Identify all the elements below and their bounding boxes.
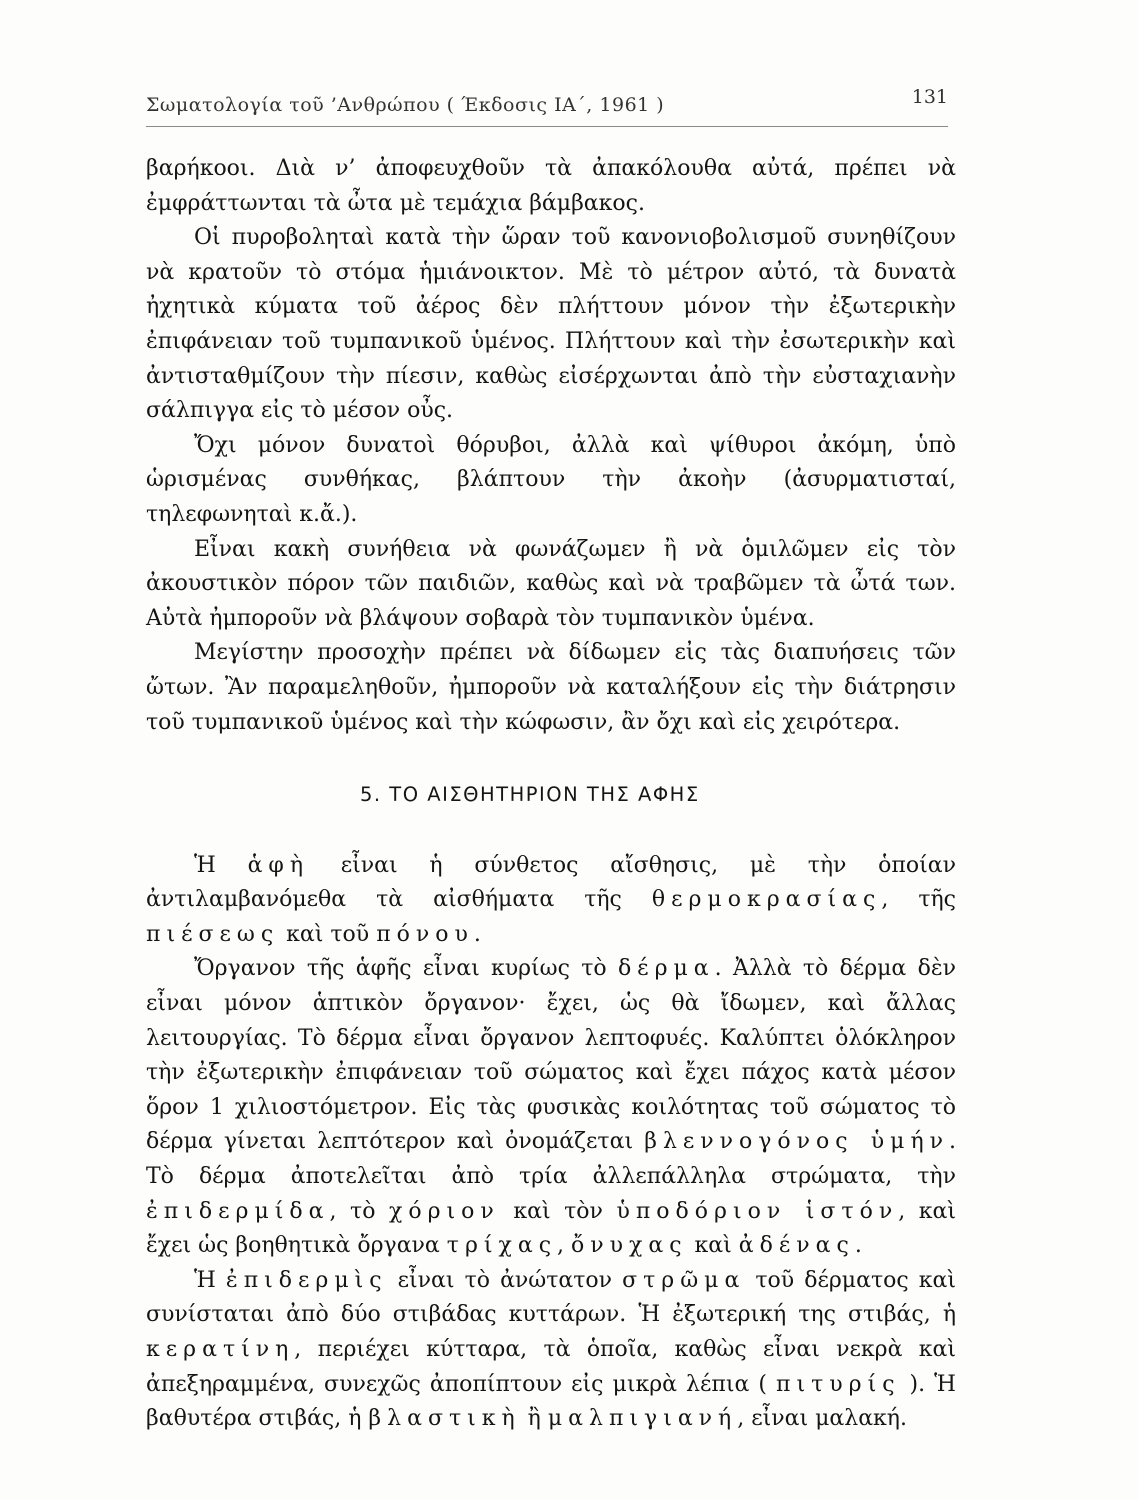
text-run: ). Ἡ βαθυτέρα στιβάς, ἡ [146, 1371, 956, 1432]
body-text [146, 152, 956, 1437]
spaced-term: τρίχας [446, 1233, 558, 1259]
spaced-term: βλεννογόνος ὑμήν [644, 1129, 949, 1155]
paragraph: Οἱ πυροβοληταὶ κατὰ τὴν ὥραν τοῦ κανονιοβολισμοῦ συνηθίζουν νὰ κρατοῦν τὸ στόμα ἡμιάνοικτον. Μὲ τὸ μέτρον αὐτό, τὰ δυνατὰ ἠχητικὰ κύματα τοῦ ἀέρος δὲν πλήττουν μόνον τὴν ἐξωτερικὴν ἐπιφάνειαν τοῦ τυμπανικοῦ ὑμένος. Πλήττουν καὶ τὴν ἐσωτερικὴν καὶ ἀντισταθμίζουν τὴν πίεσιν, καθὼς εἰσέρχωνται ἀπὸ τὴν εὐσταχιανὴν σάλπιγγα εἰς τὸ μέσον οὖς. [146, 225, 956, 424]
spaced-term: κερατίνη [146, 1337, 295, 1362]
text-run: . Ἀλλὰ τὸ δέρμα δὲν εἶναι μόνον ἁπτικὸν ὄργανον· ἔχει, ὡς θὰ ἴδωμεν, καὶ ἄλλας λειτουργίας. Τὸ δέρμα εἶναι ὄργανον λεπτοφυές. Καλύπτει ὁλόκληρον τὴν ἐξωτερικὴν ἐπιφάνειαν τοῦ σώματος καὶ ἔχει πάχος κατὰ μέσον ὅρον 1 χιλιοστόμετρον. Εἰς τὰς φυσικὰς κοιλότητας τοῦ σώματος τὸ δέρμα γίνεται λεπτότερον καὶ ὀνομάζεται [146, 956, 957, 1155]
text-run: , τῆς [881, 887, 956, 913]
paragraph: Ὄχι μόνον δυνατοὶ θόρυβοι, ἀλλὰ καὶ ψίθυροι ἀκόμη, ὑπὸ ὡρισμένας συνθήκας, βλάπτουν τὴν ἀκοὴν (ἀσυρματισταί, τηλεφωνηταὶ κ.ἄ.). [146, 432, 956, 527]
text-run: Ὄργανον τῆς ἁφῆς εἶναι κυρίως τὸ [194, 956, 618, 982]
text-run: , καὶ ἔχει ὡς βοηθητικὰ ὄργανα [146, 1198, 956, 1259]
text-run: . Τὸ δέρμα ἀποτελεῖται ἀπὸ τρία ἀλλεπάλληλα στρώματα, τὴν [146, 1129, 956, 1190]
text-run: . [473, 921, 481, 947]
paragraph [146, 849, 956, 953]
text-run: καὶ τοῦ [279, 921, 377, 947]
text-run: , εἶναι μαλακή. [737, 1406, 907, 1432]
text-run: . [854, 1233, 862, 1259]
text-run: , [557, 1233, 572, 1259]
text-run: Ἡ [194, 1267, 226, 1293]
text-run: , περιέχει κύτταρα, τὰ ὁποῖα, καθὼς εἶναι νεκρὰ καὶ ἀπεξηραμμένα, συνεχῶς ἀποπίπτουν εἰς μικρὰ λέπια ( [146, 1337, 956, 1397]
spaced-term: ὑποδόριον ἱστόν [616, 1198, 899, 1224]
spaced-term: στρῶμα [622, 1267, 746, 1293]
text-run: καὶ [687, 1233, 739, 1259]
spaced-term: χόριον [389, 1198, 500, 1224]
text-run: εἶναι τὸ ἀνώτατον [387, 1267, 623, 1293]
spaced-term: πιτυρίς [776, 1371, 901, 1397]
text-run: τοῦ δέρματος καὶ συνίσταται ἀπὸ δύο στιβάδας κυττάρων. Ἡ ἐξωτερική της στιβάς, ἡ [146, 1267, 956, 1328]
section-heading: 5. ΤΟ ΑΙΣΘΗΤΗΡΙΟΝ ΤΗΣ ΑΦΗΣ [360, 783, 700, 807]
paragraph [146, 1264, 956, 1437]
paragraph: Μεγίστην προσοχὴν πρέπει νὰ δίδωμεν εἰς τὰς διαπυήσεις τῶν ὤτων. Ἂν παραμεληθοῦν, ἠμποροῦν νὰ καταλήξουν εἰς τὴν διάτρησιν τοῦ τυμπανικοῦ ὑμένος καὶ τὴν κώφωσιν, ἂν ὄχι καὶ εἰς χειρότερα. [146, 640, 956, 735]
running-title: Σωματολογία τοῦ ’Ανθρώπου ( Έκδοσις ΙΑ΄, 1961 ) [146, 94, 665, 116]
spaced-term: πόνου [376, 921, 474, 947]
page-number: 131 [911, 86, 948, 108]
spaced-term: μαλπιγιανή [547, 1406, 738, 1432]
spaced-term: δέρμα [617, 956, 715, 982]
spaced-term: ἀδένας [738, 1233, 855, 1259]
running-header [146, 86, 948, 127]
text-run: ἢ [520, 1406, 548, 1432]
spaced-term: ἁφὴ [247, 852, 310, 878]
paragraph [146, 952, 956, 1263]
spaced-term: ἐπιδερμὶς [225, 1267, 388, 1293]
text-run: καὶ τὸν [499, 1198, 617, 1224]
spaced-term: ὄνυχας [571, 1233, 688, 1259]
spaced-term: πιέσεως [146, 921, 280, 947]
paragraph: Εἶναι κακὴ συνήθεια νὰ φωνάζωμεν ἢ νὰ ὁμιλῶμεν εἰς τὸν ἀκουστικὸν πόρον τῶν παιδιῶν, καθὼς καὶ νὰ τραβῶμεν τὰ ὦτά των. Αὐτὰ ἠμποροῦν νὰ βλάψουν σοβαρὰ τὸν τυμπανικὸν ὑμένα. [146, 536, 956, 631]
paragraph: βαρήκοοι. Διὰ ν’ ἀποφευχθοῦν τὰ ἀπακόλουθα αὐτά, πρέπει νὰ ἐμφράττωνται τὰ ὦτα μὲ τεμάχια βάμβακος. [146, 156, 956, 216]
text-run: , τὸ [329, 1198, 390, 1224]
text-run: Ἡ [194, 852, 248, 878]
text-run: εἶναι ἡ σύνθετος αἴσθησις, μὲ τὴν ὁποίαν ἀντιλαμβανόμεθα τὰ αἰσθήματα τῆς [146, 852, 956, 913]
spaced-term: θερμοκρασίας [651, 887, 882, 913]
spaced-term: ἐπιδερμίδα [146, 1198, 330, 1224]
spaced-term: βλαστικὴ [368, 1406, 521, 1432]
